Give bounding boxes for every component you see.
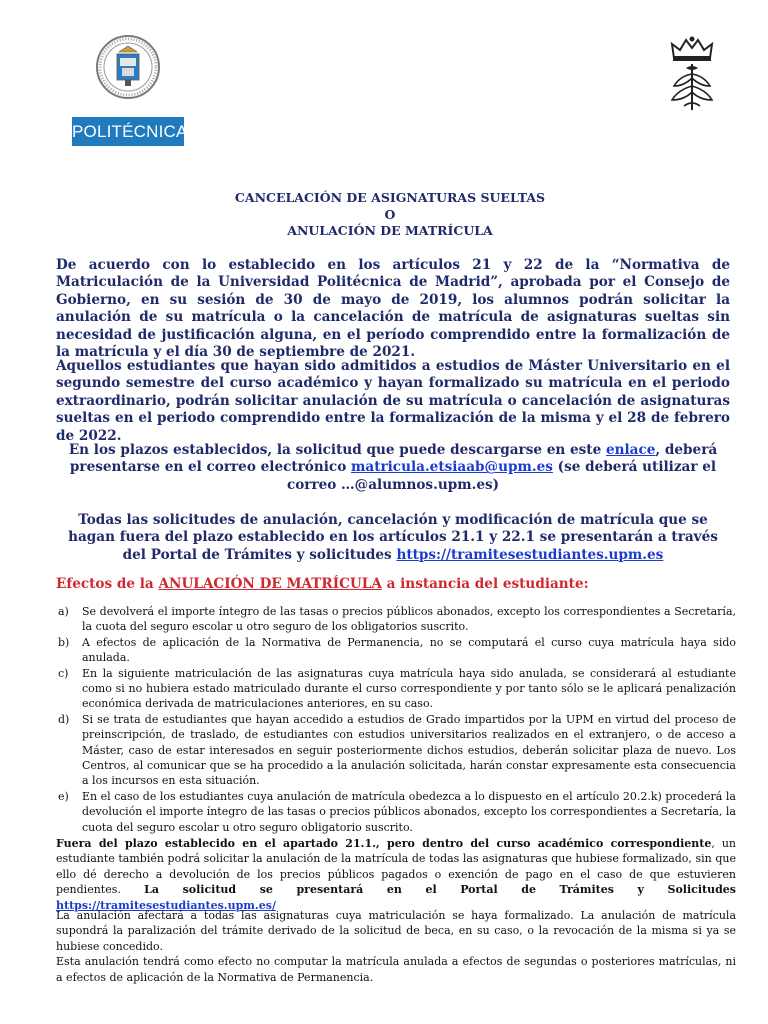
fuera-plazo-bold-2: La solicitud se presentará en el Portal de Trámites y Solicitudes — [144, 883, 736, 897]
effects-heading — [56, 576, 589, 592]
list-marker: c) — [58, 666, 69, 680]
list-marker: d) — [58, 712, 70, 726]
list-text: En la siguiente matriculación de las asignaturas cuya matrícula haya sido anulada, se considerará al estudiante como si no hubiera estado matriculado durante el curso correspondiente y por tanto sólo se le aplicará penalización económica derivada de matriculaciones anteriores, en su caso. — [82, 666, 736, 711]
solicitud-text-a: En los plazos establecidos, la solicitud que puede descargarse en este — [68, 442, 606, 458]
university-seal-icon — [95, 34, 161, 100]
list-item — [58, 789, 736, 835]
solicitud-text-b: , deberá presentarse en el correo electrónico — [69, 442, 718, 476]
effects-pre: Efectos de la — [56, 576, 159, 592]
enlace-link[interactable]: enlace — [605, 442, 656, 458]
effects-list — [58, 604, 736, 835]
list-marker: a) — [58, 605, 69, 618]
title-line-3: ANULACIÓN DE MATRÍCULA — [287, 223, 493, 238]
effects-post: a instancia del estudiante: — [381, 576, 589, 592]
upm-logo — [72, 30, 188, 148]
paragraph-master: Aquellos estudiantes que hayan sido admitidos a estudios de Máster Universitario en el segundo semestre del curso académico y hayan formalizado su matrícula en el periodo extraordinario, podrán solicitar anulación de su matrícula o cancelación de asignaturas sueltas en el periodo comprendido entre la formalización de la misma y el 28 de febrero de 2022. — [56, 358, 730, 444]
fuera-plazo-text: , un estudiante también podrá solicitar la anulación de la matrícula de todas las asignaturas que hubiese formalizado, sin que ello dé derecho a devolución de los precios públicos pagados o exención de pago en el caso de que estuvieren pendientes. — [56, 837, 736, 897]
paragraph-efectos-anulacion — [56, 908, 736, 985]
tramites-link[interactable]: https://tramitesestudiantes.upm.es — [396, 546, 664, 563]
list-item — [58, 712, 736, 789]
effects-emphasis: ANULACIÓN DE MATRÍCULA — [158, 576, 382, 592]
fuera-plazo-bold: Fuera del plazo establecido en el apartado 21.1., pero dentro del curso académico correspondiente — [56, 837, 712, 850]
title-line-2: O — [384, 206, 396, 222]
title-line-1: CANCELACIÓN DE ASIGNATURAS SUELTAS — [234, 190, 546, 205]
efectos-line-2: Esta anulación tendrá como efecto no computar la matrícula anulada a efectos de segundas o posteriores matrículas, ni a efectos de aplicación de la Normativa de Permanencia. — [56, 955, 736, 984]
list-item — [58, 635, 736, 666]
list-item — [58, 666, 736, 712]
tramites-link-2[interactable]: https://tramitesestudiantes.upm.es/ — [56, 898, 276, 912]
paragraph-portal — [56, 512, 730, 564]
paragraph-solicitud — [56, 442, 730, 494]
school-crest-icon — [664, 34, 720, 114]
efectos-line-1: La anulación afectará a todas las asignaturas cuya matriculación se haya formalizado. La anulación de matrícula supondrá la paralización del trámite derivado de la solicitud de beca, en su caso, o la revocación de la misma si ya se hubiese concedido. — [56, 909, 736, 953]
list-item — [58, 604, 736, 635]
paragraph-normativa: De acuerdo con lo establecido en los artículos 21 y 22 de la “Normativa de Matriculación de la Universidad Politécnica de Madrid”, aprobada por el Consejo de Gobierno, en su sesión de 30 de mayo de 2019, los alumnos podrán solicitar la anulación de su matrícula o la cancelación de matrícula de asignaturas sueltas sin necesidad de justificación alguna, en el período comprendido entre la formalización de la matrícula y el día 30 de septiembre de 2021. — [56, 257, 730, 361]
list-marker: b) — [58, 635, 70, 649]
list-text: En el caso de los estudiantes cuya anulación de matrícula obedezca a lo dispuesto en el artículo 20.2.k) procederá la devolución el importe íntegro de las tasas o precios públicos abonados, excepto los correspondientes a Secretaría, la cuota del seguro escolar u otro seguro obligatorio suscrito. — [82, 789, 736, 834]
paragraph-fuera-plazo — [56, 836, 736, 913]
list-text: Si se trata de estudiantes que hayan accedido a estudios de Grado impartidos por la UPM en virtud del proceso de preinscripción, de traslado, de estudiantes con estudios universitarios realizados en el extranjero, o de acceso a Máster, caso de estar interesados en seguir posteriormente dichos estudios, deberán solicitar plaza de nuevo. Los Centros, al comunicar que se ha procedido a la anulación solicitada, harán constar expresamente esta consecuencia a los incursos en esta situación. — [82, 712, 736, 788]
list-marker: e) — [58, 789, 69, 803]
politecnica-wordmark: POLITÉCNICA — [72, 117, 184, 146]
list-text: A efectos de aplicación de la Normativa de Permanencia, no se computará el curso cuya matrícula haya sido anulada. — [82, 635, 736, 665]
list-text: Se devolverá el importe íntegro de las tasas o precios públicos abonados, excepto los correspondientes a Secretaría, la cuota del seguro escolar u otro seguro de los obligatorios suscrito. — [82, 605, 736, 634]
email-link[interactable]: matricula.etsiaab@upm.es — [351, 459, 553, 476]
portal-text: Todas las solicitudes de anulación, cancelación y modificación de matrícula que se hagan fuera del plazo establecido en los artículos 21.1 y 22.1 se presentarán a través del Portal de Trámites y solicitudes — [68, 512, 718, 563]
document-title — [60, 190, 720, 240]
solicitud-text-c: (se deberá utilizar el correo …@alumnos.upm.es) — [286, 459, 717, 493]
